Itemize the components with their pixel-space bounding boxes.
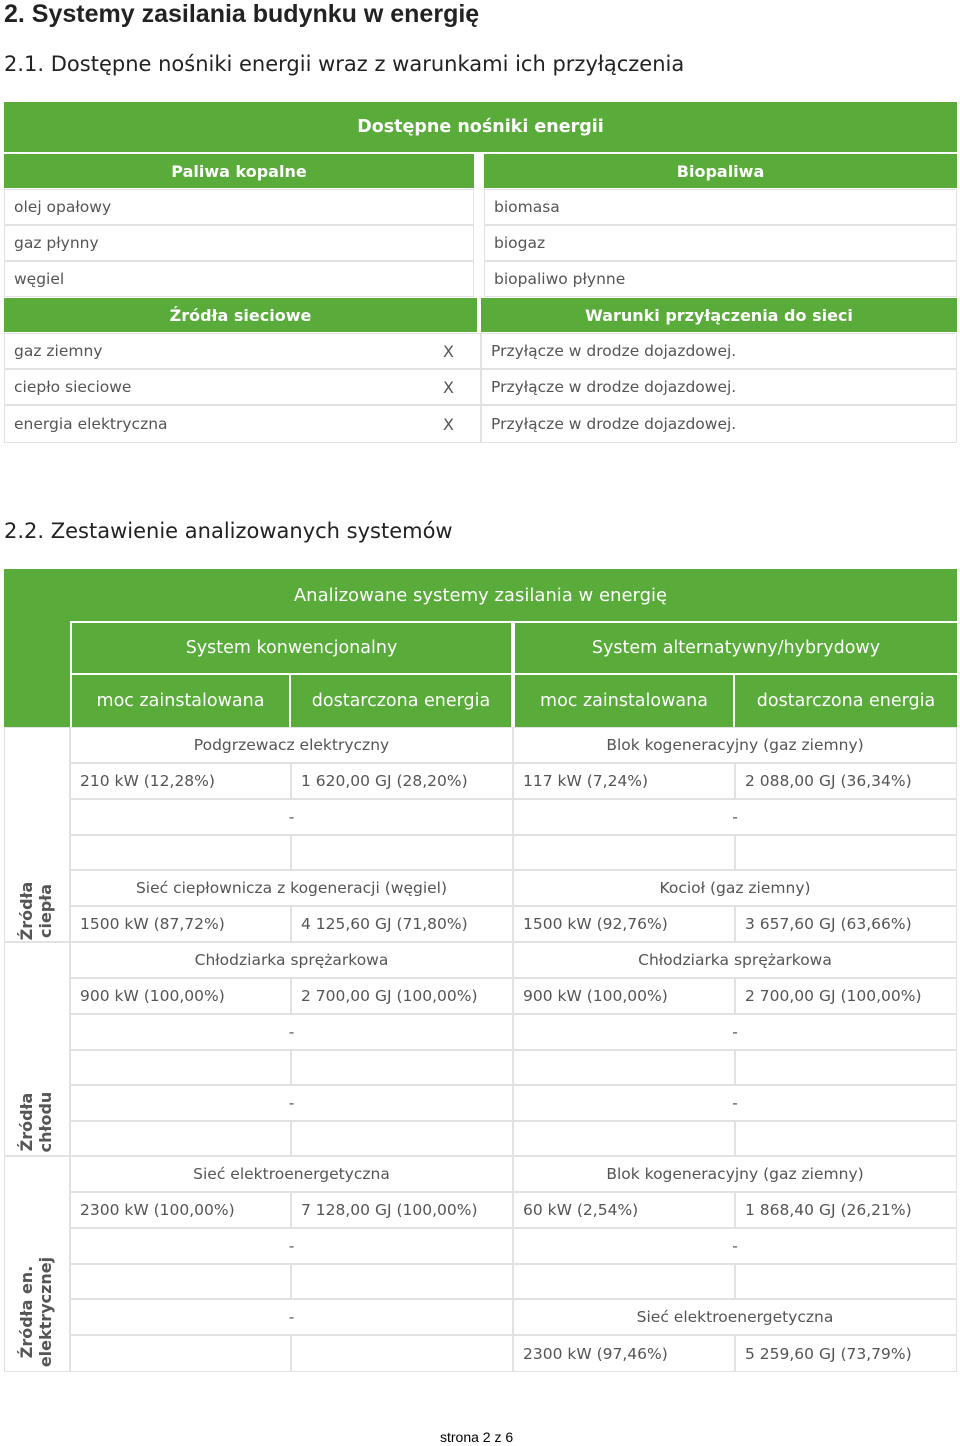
fossil-item: węgiel — [4, 261, 474, 297]
empty-cell — [291, 1264, 513, 1299]
table1-header: Dostępne nośniki energii — [4, 102, 957, 152]
alternative-elec-source: Blok kogeneracyjny (gaz ziemny) — [513, 1156, 957, 1192]
bio-item: biogaz — [484, 225, 957, 261]
grid-source-name: ciepło sieciowe — [14, 378, 132, 396]
empty-cell — [513, 1050, 735, 1085]
col-energy-alternative: dostarczona energia — [735, 675, 957, 727]
section-title: 2. Systemy zasilania budynku w energię — [4, 0, 480, 28]
alternative-cold-source: Chłodziarka sprężarkowa — [513, 942, 957, 978]
conventional-heat-source: Podgrzewacz elektryczny — [70, 727, 513, 763]
empty-cell — [513, 1121, 735, 1156]
conventional-elec-source: - — [70, 1299, 513, 1335]
empty-cell — [291, 1050, 513, 1085]
col-energy-conventional: dostarczona energia — [291, 675, 511, 727]
empty-cell — [70, 1264, 291, 1299]
alternative-system-header: System alternatywny/hybrydowy — [515, 623, 957, 673]
value-cell: 2 088,00 GJ (36,34%) — [735, 763, 957, 799]
value-cell: 1 868,40 GJ (26,21%) — [735, 1192, 957, 1228]
alternative-heat-source: - — [513, 799, 957, 835]
empty-cell — [735, 1121, 957, 1156]
value-cell: 2 700,00 GJ (100,00%) — [735, 978, 957, 1014]
alternative-cold-source: - — [513, 1085, 957, 1121]
page-number: strona 2 z 6 — [440, 1429, 514, 1445]
section-2-2-title: 2.2. Zestawienie analizowanych systemów — [4, 519, 453, 543]
empty-cell — [735, 835, 957, 870]
conventional-cold-source: - — [70, 1085, 513, 1121]
bio-item: biomasa — [484, 189, 957, 225]
cold-sources-label: Źródła chłodu — [17, 1091, 55, 1153]
value-cell: 1500 kW (87,72%) — [70, 906, 291, 942]
bio-item: biopaliwo płynne — [484, 261, 957, 297]
col-power-conventional: moc zainstalowana — [72, 675, 289, 727]
value-cell: 900 kW (100,00%) — [70, 978, 291, 1014]
conventional-cold-source: Chłodziarka sprężarkowa — [70, 942, 513, 978]
alternative-heat-source: Blok kogeneracyjny (gaz ziemny) — [513, 727, 957, 763]
grid-source-name: gaz ziemny — [14, 342, 103, 360]
value-cell: 2300 kW (97,46%) — [513, 1335, 735, 1372]
empty-cell — [291, 1121, 513, 1156]
empty-cell — [70, 835, 291, 870]
value-cell: 4 125,60 GJ (71,80%) — [291, 906, 513, 942]
value-cell: 7 128,00 GJ (100,00%) — [291, 1192, 513, 1228]
grid-source-row — [4, 405, 481, 443]
value-cell: 210 kW (12,28%) — [70, 763, 291, 799]
alternative-elec-source: - — [513, 1228, 957, 1264]
empty-cell — [291, 835, 513, 870]
value-cell: 1500 kW (92,76%) — [513, 906, 735, 942]
grid-condition: Przyłącze w drodze dojazdowej. — [481, 333, 957, 369]
table2-header: Analizowane systemy zasilania w energię — [4, 569, 957, 621]
conventional-system-header: System konwencjonalny — [72, 623, 511, 673]
empty-cell — [735, 1264, 957, 1299]
value-cell: 1 620,00 GJ (28,20%) — [291, 763, 513, 799]
value-cell: 117 kW (7,24%) — [513, 763, 735, 799]
value-cell: 900 kW (100,00%) — [513, 978, 735, 1014]
grid-source-row — [4, 369, 481, 405]
heat-sources-label: Źródła ciepła — [17, 881, 55, 941]
empty-cell — [70, 1121, 291, 1156]
conventional-cold-source: - — [70, 1014, 513, 1050]
availability-mark: X — [443, 415, 454, 434]
value-cell: 60 kW (2,54%) — [513, 1192, 735, 1228]
conventional-elec-source: Sieć elektroenergetyczna — [70, 1156, 513, 1192]
empty-cell — [513, 1264, 735, 1299]
empty-cell — [70, 1050, 291, 1085]
availability-mark: X — [443, 378, 454, 397]
fossil-fuels-header: Paliwa kopalne — [4, 154, 474, 188]
col-power-alternative: moc zainstalowana — [515, 675, 733, 727]
section-2-1-title: 2.1. Dostępne nośniki energii wraz z warunkami ich przyłączenia — [4, 52, 685, 76]
grid-source-name: energia elektryczna — [14, 415, 168, 433]
grid-condition: Przyłącze w drodze dojazdowej. — [481, 405, 957, 443]
grid-sources-header: Źródła sieciowe — [4, 298, 477, 332]
alternative-heat-source: Kocioł (gaz ziemny) — [513, 870, 957, 906]
fossil-item: olej opałowy — [4, 189, 474, 225]
grid-condition: Przyłącze w drodze dojazdowej. — [481, 369, 957, 405]
alternative-cold-source: - — [513, 1014, 957, 1050]
value-cell: 5 259,60 GJ (73,79%) — [735, 1335, 957, 1372]
value-cell: 2 700,00 GJ (100,00%) — [291, 978, 513, 1014]
empty-cell — [291, 1335, 513, 1372]
table2-corner — [4, 621, 70, 727]
value-cell: 2300 kW (100,00%) — [70, 1192, 291, 1228]
grid-source-row — [4, 333, 481, 369]
conventional-elec-source: - — [70, 1228, 513, 1264]
value-cell: 3 657,60 GJ (63,66%) — [735, 906, 957, 942]
conventional-heat-source: - — [70, 799, 513, 835]
fossil-item: gaz płynny — [4, 225, 474, 261]
conventional-heat-source: Sieć ciepłownicza z kogeneracji (węgiel) — [70, 870, 513, 906]
elec-sources-label: Źródła en. elektrycznej — [17, 1256, 55, 1368]
empty-cell — [735, 1050, 957, 1085]
grid-conditions-header: Warunki przyłączenia do sieci — [481, 298, 957, 332]
availability-mark: X — [443, 342, 454, 361]
empty-cell — [70, 1335, 291, 1372]
empty-cell — [513, 835, 735, 870]
biofuels-header: Biopaliwa — [484, 154, 957, 188]
alternative-elec-source: Sieć elektroenergetyczna — [513, 1299, 957, 1335]
